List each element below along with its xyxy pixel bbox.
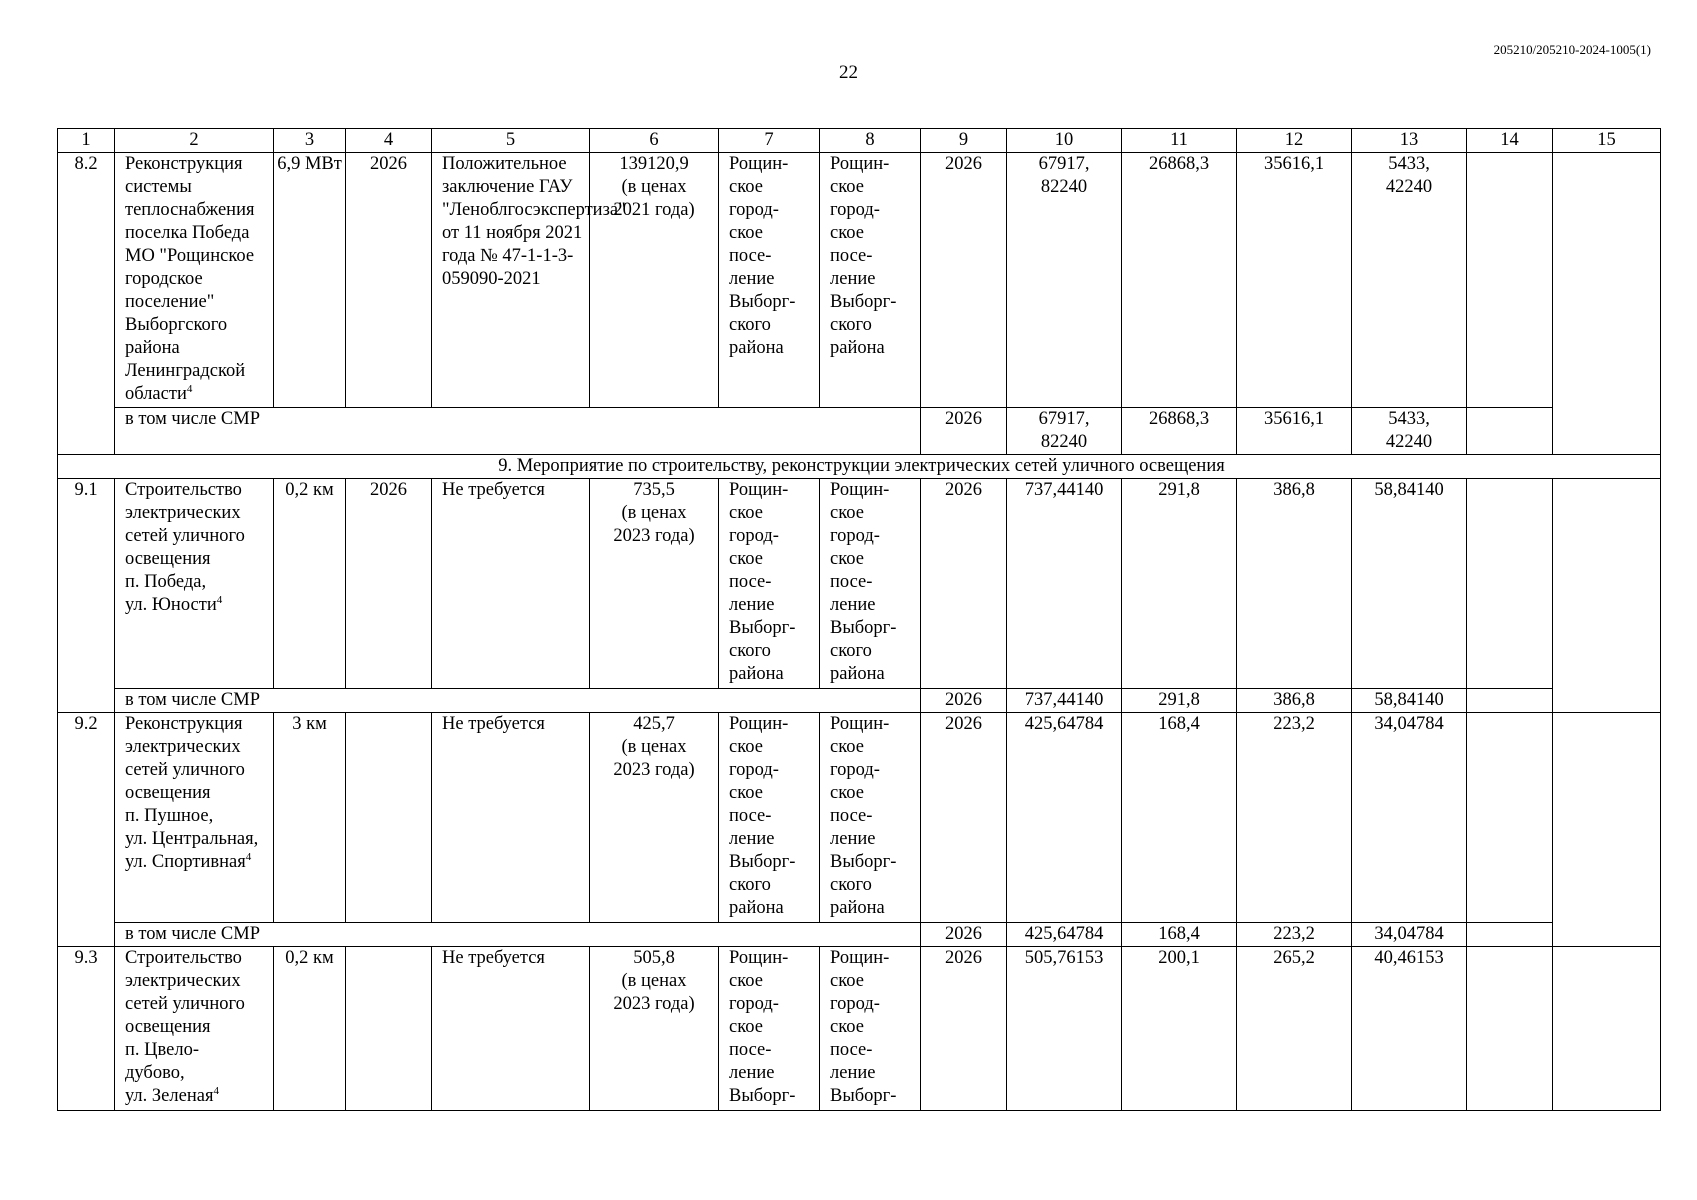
col-14 bbox=[1467, 479, 1553, 689]
customer: Рощин- ское город- ское посе- ление Выборг- ского района bbox=[719, 713, 820, 923]
cost: 735,5 (в ценах 2023 года) bbox=[590, 479, 719, 689]
owner: Рощин- ское город- ское посе- ление Выборг- bbox=[820, 947, 921, 1111]
smr-col-12: 35616,1 bbox=[1237, 408, 1352, 455]
total: 425,64784 bbox=[1007, 713, 1122, 923]
project-name: Строительство электрических сетей уличного освещения п. Победа, ул. Юности$^4$ bbox=[115, 479, 274, 689]
smr-col-12: 223,2 bbox=[1237, 923, 1352, 947]
customer: Рощин- ское город- ское посе- ление Выборг- ского района bbox=[719, 153, 820, 408]
fin-year: 2026 bbox=[921, 153, 1007, 408]
page-number: 22 bbox=[839, 62, 858, 83]
row-number: 9.1 bbox=[58, 479, 115, 713]
row-number: 9.2 bbox=[58, 713, 115, 947]
col-15 bbox=[1553, 153, 1661, 455]
document-id: 205210/205210-2024-1005(1) bbox=[1493, 42, 1651, 57]
col-header: 12 bbox=[1237, 129, 1352, 153]
col-13: 34,04784 bbox=[1352, 713, 1467, 923]
col-header: 7 bbox=[719, 129, 820, 153]
table-row bbox=[58, 479, 1661, 689]
col-13: 58,84140 bbox=[1352, 479, 1467, 689]
col-11: 200,1 bbox=[1122, 947, 1237, 1111]
row-number: 8.2 bbox=[58, 153, 115, 455]
capacity: 0,2 км bbox=[274, 479, 346, 689]
expertise: Не требуется bbox=[432, 947, 590, 1111]
smr-col-11: 26868,3 bbox=[1122, 408, 1237, 455]
smr-year: 2026 bbox=[921, 408, 1007, 455]
owner: Рощин- ское город- ское посе- ление Выборг- ского района bbox=[820, 713, 921, 923]
year bbox=[346, 713, 432, 923]
owner: Рощин- ское город- ское посе- ление Выборг- ского района bbox=[820, 153, 921, 408]
col-14 bbox=[1467, 153, 1553, 408]
col-header: 5 bbox=[432, 129, 590, 153]
smr-label: в том числе СМР bbox=[115, 923, 921, 947]
smr-col-12: 386,8 bbox=[1237, 689, 1352, 713]
capacity: 0,2 км bbox=[274, 947, 346, 1111]
col-header: 10 bbox=[1007, 129, 1122, 153]
col-15 bbox=[1553, 713, 1661, 947]
customer: Рощин- ское город- ское посе- ление Выборг- bbox=[719, 947, 820, 1111]
col-11: 26868,3 bbox=[1122, 153, 1237, 408]
table-row bbox=[58, 153, 1661, 408]
total: 67917, 82240 bbox=[1007, 153, 1122, 408]
table-row-smr bbox=[58, 923, 1661, 947]
column-number-row bbox=[58, 129, 1661, 153]
smr-label: в том числе СМР bbox=[115, 689, 921, 713]
col-header: 11 bbox=[1122, 129, 1237, 153]
smr-col-13: 34,04784 bbox=[1352, 923, 1467, 947]
smr-col-13: 5433, 42240 bbox=[1352, 408, 1467, 455]
table-row bbox=[58, 713, 1661, 923]
col-header: 15 bbox=[1553, 129, 1661, 153]
customer: Рощин- ское город- ское посе- ление Выборг- ского района bbox=[719, 479, 820, 689]
year: 2026 bbox=[346, 153, 432, 408]
col-11: 168,4 bbox=[1122, 713, 1237, 923]
fin-year: 2026 bbox=[921, 713, 1007, 923]
total: 505,76153 bbox=[1007, 947, 1122, 1111]
col-header: 13 bbox=[1352, 129, 1467, 153]
col-header: 2 bbox=[115, 129, 274, 153]
col-11: 291,8 bbox=[1122, 479, 1237, 689]
row-number: 9.3 bbox=[58, 947, 115, 1111]
col-header: 9 bbox=[921, 129, 1007, 153]
project-name: Реконструкция системы теплоснабжения поселка Победа МО "Рощинское городское поселение" Выборгского района Ленинградской области$^4$ bbox=[115, 153, 274, 408]
col-15 bbox=[1553, 479, 1661, 713]
smr-col-13: 58,84140 bbox=[1352, 689, 1467, 713]
smr-col-11: 291,8 bbox=[1122, 689, 1237, 713]
owner: Рощин- ское город- ское посе- ление Выборг- ского района bbox=[820, 479, 921, 689]
year bbox=[346, 947, 432, 1111]
smr-year: 2026 bbox=[921, 923, 1007, 947]
smr-col-14 bbox=[1467, 408, 1553, 455]
col-13: 5433, 42240 bbox=[1352, 153, 1467, 408]
year: 2026 bbox=[346, 479, 432, 689]
table-row-smr bbox=[58, 689, 1661, 713]
col-12: 35616,1 bbox=[1237, 153, 1352, 408]
section-row bbox=[58, 455, 1661, 479]
col-header: 4 bbox=[346, 129, 432, 153]
col-header: 3 bbox=[274, 129, 346, 153]
capacity: 6,9 МВт bbox=[274, 153, 346, 408]
table-row-smr bbox=[58, 408, 1661, 455]
cost: 139120,9 (в ценах 2021 года) bbox=[590, 153, 719, 408]
fin-year: 2026 bbox=[921, 479, 1007, 689]
cost: 505,8 (в ценах 2023 года) bbox=[590, 947, 719, 1111]
smr-total: 425,64784 bbox=[1007, 923, 1122, 947]
smr-col-11: 168,4 bbox=[1122, 923, 1237, 947]
fin-year: 2026 bbox=[921, 947, 1007, 1111]
smr-total: 67917, 82240 bbox=[1007, 408, 1122, 455]
smr-col-14 bbox=[1467, 689, 1553, 713]
col-header: 1 bbox=[58, 129, 115, 153]
smr-col-14 bbox=[1467, 923, 1553, 947]
investment-table bbox=[57, 128, 1661, 1111]
smr-total: 737,44140 bbox=[1007, 689, 1122, 713]
expertise: Не требуется bbox=[432, 479, 590, 689]
col-12: 386,8 bbox=[1237, 479, 1352, 689]
col-14 bbox=[1467, 713, 1553, 923]
smr-year: 2026 bbox=[921, 689, 1007, 713]
col-header: 6 bbox=[590, 129, 719, 153]
col-header: 14 bbox=[1467, 129, 1553, 153]
col-12: 223,2 bbox=[1237, 713, 1352, 923]
col-12: 265,2 bbox=[1237, 947, 1352, 1111]
project-name: Строительство электрических сетей уличного освещения п. Цвело- дубово, ул. Зеленая$^4$ bbox=[115, 947, 274, 1111]
expertise: Положительное заключение ГАУ "Леноблгосэкспертиза" от 11 ноября 2021 года № 47-1-1-3-059090-2021 bbox=[432, 153, 590, 408]
capacity: 3 км bbox=[274, 713, 346, 923]
col-14 bbox=[1467, 947, 1553, 1111]
col-header: 8 bbox=[820, 129, 921, 153]
expertise: Не требуется bbox=[432, 713, 590, 923]
cost: 425,7 (в ценах 2023 года) bbox=[590, 713, 719, 923]
col-13: 40,46153 bbox=[1352, 947, 1467, 1111]
section-title: 9. Мероприятие по строительству, реконструкции электрических сетей уличного освещения bbox=[58, 455, 1661, 479]
smr-label: в том числе СМР bbox=[115, 408, 921, 455]
col-15 bbox=[1553, 947, 1661, 1111]
total: 737,44140 bbox=[1007, 479, 1122, 689]
project-name: Реконструкция электрических сетей уличного освещения п. Пушное, ул. Центральная, ул. Спортивная$^4$ bbox=[115, 713, 274, 923]
table-row bbox=[58, 947, 1661, 1111]
